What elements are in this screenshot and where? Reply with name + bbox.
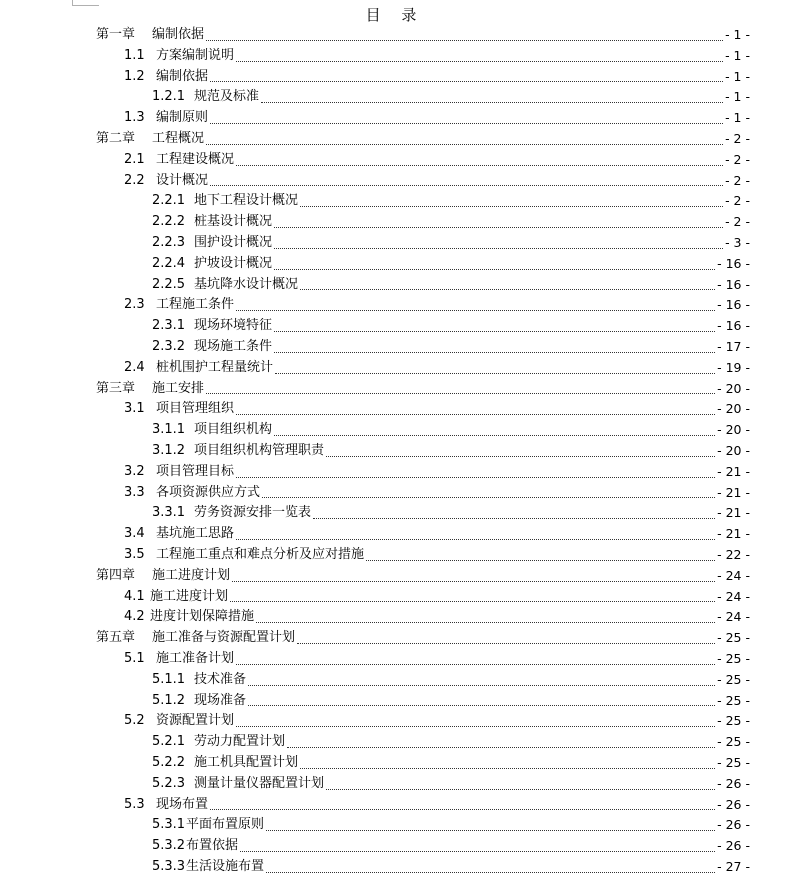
- toc-entry-title: 工程概况: [152, 131, 205, 146]
- toc-dot-leader: [300, 289, 715, 290]
- toc-entry-number: 3.5: [124, 547, 145, 562]
- toc-entry-title: 项目组织机构: [194, 422, 273, 438]
- toc-entry-title: 布置依据: [186, 838, 239, 854]
- toc-entry[interactable]: [96, 566, 750, 587]
- toc-entry[interactable]: [124, 67, 750, 88]
- toc-dot-leader: [236, 477, 715, 478]
- toc-dot-leader: [266, 830, 715, 831]
- toc-entry-page: - 25 -: [717, 630, 750, 646]
- toc-entry-title: 桩基设计概况: [194, 214, 273, 230]
- toc-entry-number: 第一章: [96, 27, 136, 42]
- toc-entry[interactable]: [124, 46, 750, 67]
- toc-dot-leader: [248, 705, 715, 706]
- toc-dot-leader: [236, 61, 723, 62]
- toc-dot-leader: [236, 539, 715, 540]
- toc-entry-title: 劳务资源安排一览表: [194, 505, 312, 521]
- toc-entry[interactable]: [152, 836, 750, 857]
- toc-entry-title: 护坡设计概况: [194, 255, 273, 271]
- toc-entry-number: 3.1.1: [152, 422, 186, 438]
- toc-entry-page: - 22 -: [717, 547, 750, 562]
- toc-entry-title: 地下工程设计概况: [194, 193, 299, 209]
- toc-entry-page: - 20 -: [717, 380, 750, 396]
- toc-dot-leader: [256, 622, 715, 623]
- toc-entry-title: 平面布置原则: [186, 817, 265, 833]
- toc-entry-title: 设计概况: [156, 172, 209, 188]
- toc-entry-number: 2.3.1: [152, 318, 186, 334]
- toc-entry-page: - 17 -: [717, 339, 750, 354]
- toc-entry-page: - 20 -: [717, 422, 750, 438]
- toc-entry-page: - 25 -: [717, 651, 750, 666]
- toc-entry-title: 现场环境特征: [194, 318, 273, 334]
- toc-entry-page: - 24 -: [717, 588, 750, 604]
- toc-entry[interactable]: [96, 628, 750, 649]
- toc-entry-title: 方案编制说明: [156, 47, 235, 63]
- toc-dot-leader: [206, 40, 723, 41]
- toc-entry-page: - 24 -: [717, 609, 750, 625]
- toc-entry-number: 第五章: [96, 630, 136, 646]
- toc-entry-page: - 2 -: [725, 131, 750, 146]
- toc-dot-leader: [240, 851, 715, 852]
- toc-entry-number: 3.2: [124, 463, 145, 479]
- toc-entry-number: 5.3: [124, 796, 145, 812]
- toc-dot-leader: [287, 747, 715, 748]
- toc-entry[interactable]: [124, 483, 750, 504]
- toc-entry-page: - 16 -: [717, 297, 750, 313]
- toc-entry-number: 第四章: [96, 567, 136, 583]
- toc-entry[interactable]: [152, 254, 750, 275]
- toc-entry-page: - 25 -: [717, 692, 750, 708]
- toc-entry-page: - 25 -: [717, 713, 750, 729]
- toc-entry-title: 施工准备计划: [156, 651, 235, 666]
- toc-entry-title: 围护设计概况: [194, 235, 273, 250]
- toc-entry-number: 5.3.3: [152, 859, 186, 874]
- toc-entry-number: 5.2: [124, 713, 145, 729]
- toc-entry-number: 第二章: [96, 131, 136, 146]
- toc-entry[interactable]: [152, 316, 750, 337]
- toc-entry-page: - 1 -: [725, 89, 750, 105]
- toc-entry-number: 5.2.2: [152, 755, 186, 770]
- toc-entry-number: 第三章: [96, 380, 136, 396]
- toc-entry[interactable]: [152, 670, 750, 691]
- toc-entry-title: 测量计量仪器配置计划: [194, 775, 325, 791]
- toc-entry-title: 基坑施工思路: [156, 526, 235, 542]
- toc-entry-number: 3.1: [124, 401, 145, 417]
- toc-dot-leader: [274, 352, 715, 353]
- toc-entry[interactable]: [152, 857, 750, 878]
- toc-entry-number: 2.4: [124, 359, 145, 375]
- toc-entry-title: 技术准备: [194, 671, 247, 687]
- toc-dot-leader: [326, 456, 715, 457]
- toc-entry[interactable]: [124, 295, 750, 316]
- toc-entry-number: 3.1.2: [152, 443, 186, 458]
- toc-entry[interactable]: [152, 691, 750, 712]
- toc-entry[interactable]: [124, 150, 750, 171]
- toc-entry[interactable]: [124, 358, 750, 379]
- toc-entry-title: 编制原则: [156, 110, 209, 126]
- toc-entry-number: 2.2.5: [152, 276, 186, 292]
- toc-entry-title: 施工准备与资源配置计划: [152, 630, 296, 646]
- toc-entry-number: 4.1: [124, 588, 145, 604]
- toc-entry-title: 编制依据: [156, 68, 209, 84]
- toc-entry-page: - 2 -: [725, 172, 750, 188]
- toc-entry-number: 2.2.3: [152, 235, 186, 250]
- toc-dot-leader: [210, 185, 723, 186]
- toc-dot-leader: [210, 81, 723, 82]
- toc-dot-leader: [275, 373, 715, 374]
- toc-dot-leader: [274, 331, 715, 332]
- toc-entry-page: - 25 -: [717, 671, 750, 687]
- toc-entry[interactable]: [152, 420, 750, 441]
- toc-entry-page: - 16 -: [717, 276, 750, 292]
- toc-dot-leader: [236, 414, 715, 415]
- toc-entry-page: - 1 -: [725, 110, 750, 126]
- toc-dot-leader: [206, 144, 723, 145]
- toc-entry-page: - 21 -: [717, 484, 750, 500]
- toc-entry-number: 2.3: [124, 297, 145, 313]
- toc-dot-leader: [206, 393, 715, 394]
- toc-entry-number: 1.1: [124, 47, 145, 63]
- toc-entry-page: - 16 -: [717, 255, 750, 271]
- toc-entry-number: 2.2.4: [152, 255, 186, 271]
- toc-entry-title: 工程施工条件: [156, 297, 235, 313]
- toc-dot-leader: [274, 435, 715, 436]
- toc-entry[interactable]: [152, 753, 750, 774]
- toc-dot-leader: [232, 581, 715, 582]
- toc-entry-title: 工程施工重点和难点分析及应对措施: [156, 547, 365, 562]
- toc-entry[interactable]: [96, 379, 750, 400]
- toc-entry[interactable]: [152, 774, 750, 795]
- toc-entry-number: 5.2.3: [152, 775, 186, 791]
- toc-entry-number: 2.2.2: [152, 214, 186, 230]
- toc-entry-page: - 20 -: [717, 443, 750, 458]
- toc-entry-number: 3.3.1: [152, 505, 186, 521]
- toc-entry-number: 5.3.1: [152, 817, 186, 833]
- toc-dot-leader: [326, 789, 715, 790]
- toc-entry-number: 2.1: [124, 151, 145, 167]
- toc-entry-page: - 26 -: [717, 796, 750, 812]
- toc-dot-leader: [210, 123, 723, 124]
- toc-entry-number: 2.3.2: [152, 339, 186, 354]
- toc-entry[interactable]: [152, 441, 750, 462]
- toc-entry[interactable]: [96, 25, 750, 46]
- toc-entry-page: - 24 -: [717, 567, 750, 583]
- toc-entry[interactable]: [124, 795, 750, 816]
- toc-entry-number: 5.1.2: [152, 692, 186, 708]
- toc-entry[interactable]: [152, 212, 750, 233]
- toc-entry-title: 施工进度计划: [150, 588, 229, 604]
- toc-entry-number: 1.2: [124, 68, 145, 84]
- toc-entry-number: 5.1: [124, 651, 145, 666]
- toc-entry-title: 基坑降水设计概况: [194, 276, 299, 292]
- toc-dot-leader: [274, 227, 723, 228]
- toc-entry-title: 项目管理组织: [156, 401, 235, 417]
- toc-entry-title: 施工进度计划: [152, 567, 231, 583]
- toc-entry-title: 现场布置: [156, 796, 209, 812]
- toc-entry-number: 4.2: [124, 609, 145, 625]
- toc-entry-title: 劳动力配置计划: [194, 734, 286, 750]
- toc-entry-page: - 3 -: [725, 235, 750, 250]
- toc-entry-number: 1.2.1: [152, 89, 186, 105]
- toc-entry[interactable]: [124, 462, 750, 483]
- toc-dot-leader: [261, 102, 723, 103]
- toc-entry-page: - 19 -: [717, 359, 750, 375]
- toc-dot-leader: [297, 643, 715, 644]
- toc-entry-title: 编制依据: [152, 27, 205, 42]
- toc-entry-title: 规范及标准: [194, 89, 260, 105]
- toc-entry-number: 2.2.1: [152, 193, 186, 209]
- toc-entry[interactable]: [124, 524, 750, 545]
- toc-entry-title: 桩机围护工程量统计: [156, 359, 274, 375]
- toc-entry-number: 3.4: [124, 526, 145, 542]
- toc-entry[interactable]: [124, 545, 750, 566]
- toc-entry-title: 工程建设概况: [156, 151, 235, 167]
- toc-dot-leader: [262, 497, 715, 498]
- toc-entry-number: 3.3: [124, 484, 145, 500]
- toc-entry-page: - 20 -: [717, 401, 750, 417]
- toc-entry[interactable]: [152, 275, 750, 296]
- toc-entry[interactable]: [96, 129, 750, 150]
- toc-dot-leader: [210, 809, 715, 810]
- toc-entry-page: - 25 -: [717, 734, 750, 750]
- toc-entry[interactable]: [152, 87, 750, 108]
- toc-entry-title: 项目组织机构管理职责: [194, 443, 325, 458]
- toc-entry-page: - 16 -: [717, 318, 750, 334]
- toc-entry-page: - 26 -: [717, 775, 750, 791]
- toc-entry[interactable]: [152, 191, 750, 212]
- toc-dot-leader: [300, 768, 715, 769]
- toc-dot-leader: [274, 269, 715, 270]
- toc-entry[interactable]: [152, 732, 750, 753]
- toc-entry-number: 5.3.2: [152, 838, 186, 854]
- toc-dot-leader: [230, 601, 715, 602]
- toc-entry[interactable]: [124, 171, 750, 192]
- toc-entry-page: - 25 -: [717, 755, 750, 770]
- toc-entry[interactable]: [124, 649, 750, 670]
- toc-dot-leader: [236, 310, 715, 311]
- toc-dot-leader: [248, 685, 715, 686]
- toc-entry[interactable]: [124, 587, 750, 608]
- toc-entry[interactable]: [152, 815, 750, 836]
- toc-entry-title: 各项资源供应方式: [156, 484, 261, 500]
- toc-entry-number: 2.2: [124, 172, 145, 188]
- toc-dot-leader: [236, 726, 715, 727]
- toc-entry[interactable]: [124, 607, 750, 628]
- toc-entry-page: - 27 -: [717, 859, 750, 874]
- toc-title: 目 录: [365, 6, 425, 24]
- toc-entry-number: 5.2.1: [152, 734, 186, 750]
- toc-entry-number: 1.3: [124, 110, 145, 126]
- toc-entry-number: 5.1.1: [152, 671, 186, 687]
- toc-entry-page: - 1 -: [725, 68, 750, 84]
- toc-entry[interactable]: [152, 337, 750, 358]
- toc-entry-title: 现场施工条件: [194, 339, 273, 354]
- toc-entry-page: - 2 -: [725, 214, 750, 230]
- toc-entry-title: 进度计划保障措施: [150, 609, 255, 625]
- toc-entry[interactable]: [152, 503, 750, 524]
- toc-dot-leader: [236, 165, 723, 166]
- toc-dot-leader: [313, 518, 715, 519]
- toc-dot-leader: [366, 560, 715, 561]
- toc-entry-page: - 2 -: [725, 151, 750, 167]
- toc-entry[interactable]: [124, 108, 750, 129]
- toc-entry-title: 施工机具配置计划: [194, 755, 299, 770]
- toc-entry[interactable]: [152, 233, 750, 254]
- toc-dot-leader: [274, 248, 723, 249]
- toc-dot-leader: [300, 206, 723, 207]
- toc-entry[interactable]: [124, 711, 750, 732]
- toc-dot-leader: [266, 872, 715, 873]
- toc-entry-page: - 1 -: [725, 27, 750, 42]
- toc-entry-title: 施工安排: [152, 380, 205, 396]
- toc-entry-page: - 21 -: [717, 463, 750, 479]
- toc-entry-page: - 2 -: [725, 193, 750, 209]
- toc-entry-title: 项目管理目标: [156, 463, 235, 479]
- toc-entry[interactable]: [124, 399, 750, 420]
- toc-entry-page: - 26 -: [717, 838, 750, 854]
- toc-dot-leader: [236, 664, 715, 665]
- toc-entry-page: - 21 -: [717, 526, 750, 542]
- toc-entry-title: 生活设施布置: [186, 859, 265, 874]
- toc-entry-page: - 26 -: [717, 817, 750, 833]
- toc-entry-title: 资源配置计划: [156, 713, 235, 729]
- toc-entry-page: - 1 -: [725, 47, 750, 63]
- toc-entry-page: - 21 -: [717, 505, 750, 521]
- toc-entry-title: 现场准备: [194, 692, 247, 708]
